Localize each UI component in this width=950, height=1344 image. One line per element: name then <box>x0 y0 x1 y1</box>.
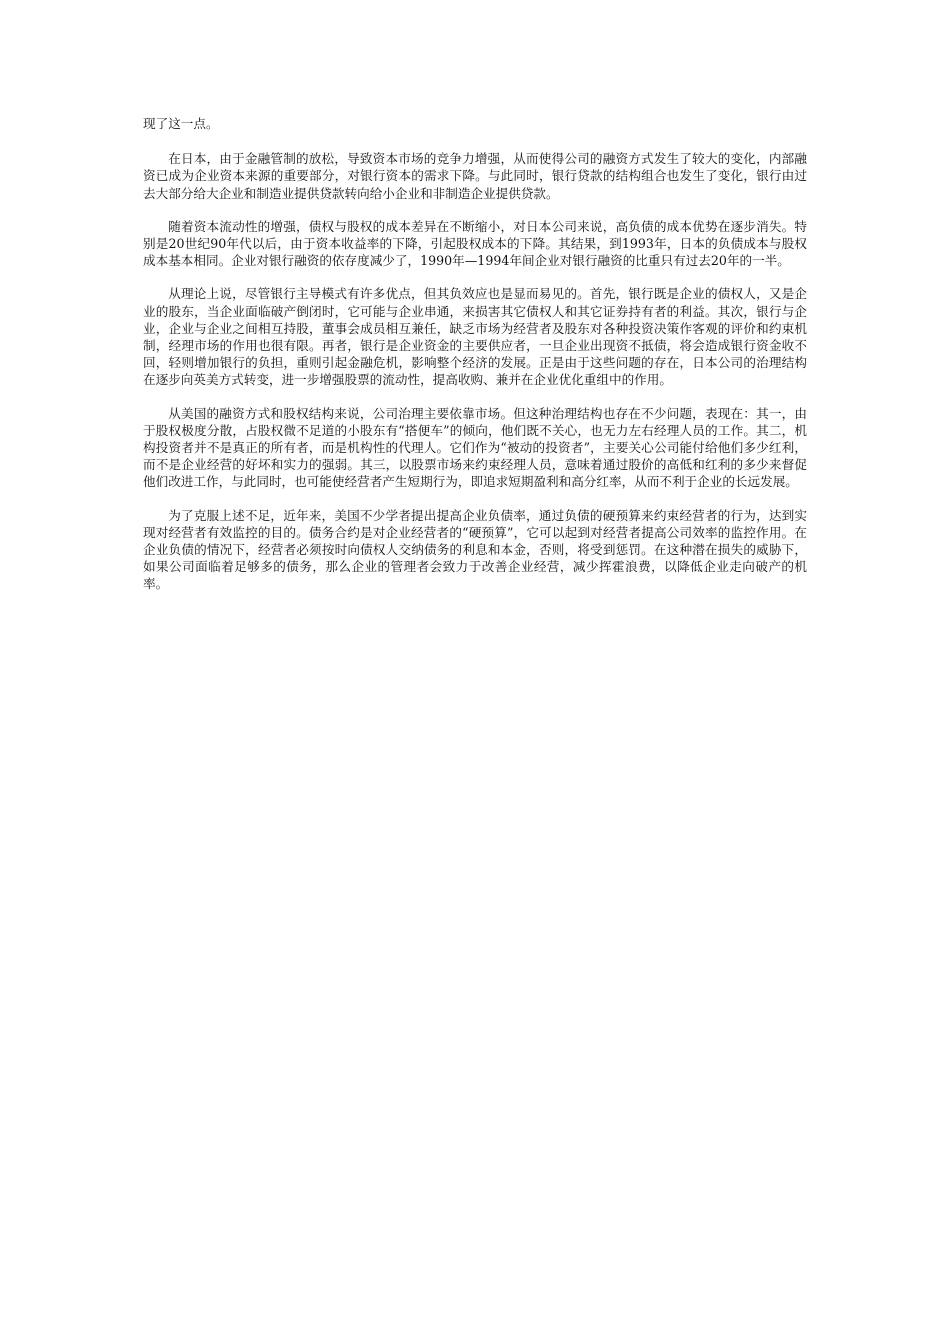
paragraph-bank-model-theory: 从理论上说，尽管银行主导模式有许多优点，但其负效应也是显而易见的。首先，银行既是企业的债权人，又是企业的股东，当企业面临破产倒闭时，它可能与企业串通，来损害其它债权人和其它证券持有者的利益。其次，银行与企业，企业与企业之间相互持股，董事会成员相互兼任，缺乏市场为经营者及股东对各种投资决策作客观的评价和约束机制，经理市场的作用也很有限。再者，银行是企业资金的主要供应者，一旦企业出现资不抵债，将会造成银行资金收不回，轻则增加银行的负担，重则引起金融危机，影响整个经济的发展。正是由于这些问题的存在，日本公司的治理结构在逐步向英美方式转变，进一步增强股票的流动性，提高收购、兼并在企业优化重组中的作用。 <box>143 286 807 388</box>
paragraph-us-governance: 从美国的融资方式和股权结构来说，公司治理主要依靠市场。但这种治理结构也存在不少问题，表现在：其一，由于股权极度分散，占股权微不足道的小股东有“搭便车”的倾向，他们既不关心，也无力左右经理人员的工作。其二，机构投资者并不是真正的所有者，而是机构性的代理人。它们作为“被动的投资者”，主要关心公司能付给他们多少红利，而不是企业经营的好坏和实力的强弱。其三，以股票市场来约束经理人员，意味着通过股价的高低和红利的多少来督促他们改进工作，与此同时，也可能使经营者产生短期行为，即追求短期盈利和高分红率，从而不利于企业的长远发展。 <box>143 405 807 490</box>
document-body <box>143 115 807 609</box>
paragraph-japan-financing: 在日本，由于金融管制的放松，导致资本市场的竞争力增强，从而使得公司的融资方式发生了较大的变化，内部融资已成为企业资本来源的重要部分，对银行资本的需求下降。与此同时，银行贷款的结构组合也发生了变化，银行由过去大部分给大企业和制造业提供贷款转向给小企业和非制造企业提供贷款。 <box>143 151 807 201</box>
paragraph-capital-liquidity: 随着资本流动性的增强，债权与股权的成本差异在不断缩小，对日本公司来说，高负债的成本优势在逐步消失。特别是20世纪90年代以后，由于资本收益率的下降，引起股权成本的下降。其结果，到1993年，日本的负债成本与股权成本基本相同。企业对银行融资的依存度减少了，1990年—1994年间企业对银行融资的比重只有过去20年的一半。 <box>143 218 807 269</box>
paragraph-debt-discipline: 为了克服上述不足，近年来，美国不少学者提出提高企业负债率，通过负债的硬预算来约束经营者的行为，达到实现对经营者有效监控的目的。债务合约是对企业经营者的“硬预算”，它可以起到对经营者提高公司效率的监控作用。在企业负债的情况下，经营者必须按时向债权人交纳债务的利息和本金，否则，将受到惩罚。在这种潜在损失的威胁下，如果公司面临着足够多的债务，那么企业的管理者会致力于改善企业经营，减少挥霍浪费，以降低企业走向破产的机率。 <box>143 507 807 592</box>
paragraph-continuation: 现了这一点。 <box>143 116 219 131</box>
